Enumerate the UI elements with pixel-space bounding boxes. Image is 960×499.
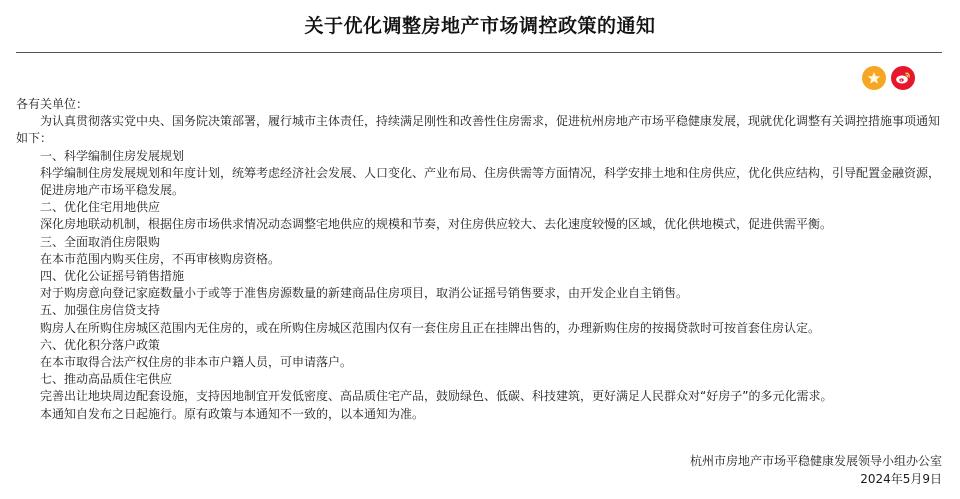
- section-body: 科学编制住房发展规划和年度计划，统筹考虑经济社会发展、人口变化、产业布局、住房供需等方面情况，科学安排土地和住房供应，优化供应结构，引导配置金融资源，促进房地产市场平稳发展。: [40, 165, 941, 198]
- section-body: 完善出让地块周边配套设施，支持因地制宜开发低密度、高品质住宅产品，鼓励绿色、低碳、科技建筑，更好满足人民群众对“好房子”的多元化需求。: [40, 389, 833, 404]
- weibo-share-button[interactable]: [891, 66, 915, 90]
- section-heading: 三、全面取消住房限购: [40, 234, 161, 249]
- notice-body: [16, 96, 944, 423]
- section-heading: 二、优化住宅用地供应: [40, 200, 161, 215]
- section-heading: 四、优化公证摇号销售措施: [40, 269, 185, 284]
- issue-date: 2024年5月9日: [860, 472, 942, 486]
- section-heading: 一、科学编制住房发展规划: [40, 148, 185, 163]
- section-heading: 五、加强住房信贷支持: [40, 303, 161, 318]
- section-heading: 七、推动高品质住宅供应: [40, 372, 173, 387]
- section-body: 深化房地联动机制，根据住房市场供求情况动态调整宅地供应的规模和节奏，对住房供应较大、去化速度较慢的区域，优化供地模式，促进供需平衡。: [40, 217, 833, 232]
- share-bar: [862, 66, 915, 90]
- section-body: 对于购房意向登记家庭数量小于或等于准售房源数量的新建商品住房项目，取消公证摇号销售要求，由开发企业自主销售。: [40, 286, 689, 301]
- intro-paragraph: 为认真贯彻落实党中央、国务院决策部署，履行城市主体责任，持续满足刚性和改善性住房需求，促进杭州房地产市场平稳健康发展，现就优化调整有关调控措施事项通知如下：: [16, 114, 941, 146]
- weibo-icon: [895, 71, 911, 85]
- issuing-organization: 杭州市房地产市场平稳健康发展领导小组办公室: [689, 454, 942, 468]
- wechat-share-button[interactable]: [862, 66, 886, 90]
- title-divider: [16, 52, 942, 53]
- section-body: 购房人在所购住房城区范围内无住房的，或在所购住房城区范围内仅有一套住房且正在挂牌出售的，办理新购住房的按揭贷款时可按首套住房认定。: [40, 320, 821, 335]
- closing-paragraph: 本通知自发布之日起施行。原有政策与本通知不一致的，以本通知为准。: [40, 406, 425, 421]
- section-body: 在本市范围内购买住房，不再审核购房资格。: [40, 251, 281, 266]
- signature-block: [690, 452, 942, 488]
- section-body: 在本市取得合法产权住房的非本市户籍人员，可申请落户。: [40, 355, 353, 370]
- section-heading: 六、优化积分落户政策: [40, 337, 161, 352]
- page-title: 关于优化调整房地产市场调控政策的通知: [304, 15, 656, 37]
- star-circle-icon: [867, 71, 881, 85]
- salutation: 各有关单位：: [16, 97, 89, 111]
